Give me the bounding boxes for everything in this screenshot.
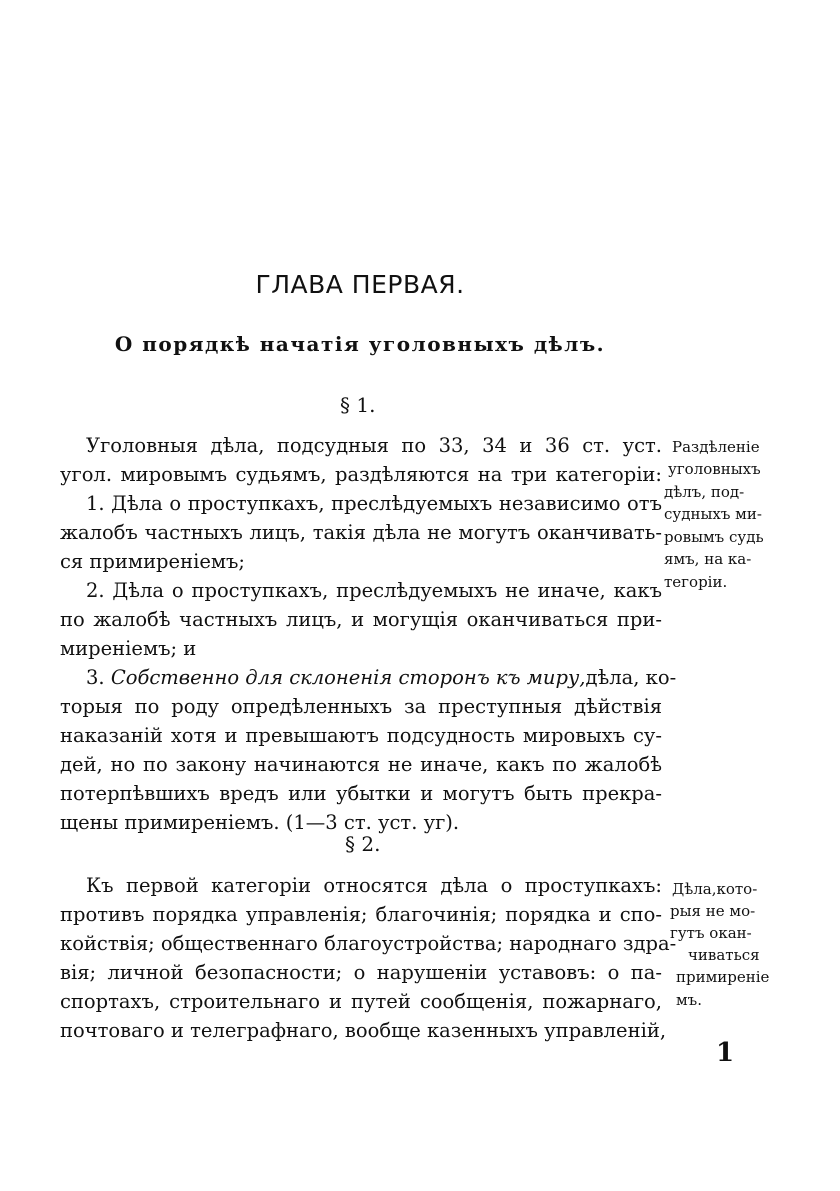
s2-margin-2: рыя не мо- — [670, 902, 756, 920]
s1-line-8: миреніемъ; и — [60, 637, 197, 660]
s2-margin-4: чиваться — [688, 946, 760, 964]
s1-margin-7: тегоріи. — [664, 573, 728, 591]
s1-margin-6: ямъ, на ка- — [664, 550, 752, 568]
s1-line-9 — [86, 663, 677, 692]
s2-line-4: вія; личной безопасности; о нарушеніи уставовъ: о па- — [60, 961, 662, 984]
item-3-lead — [86, 663, 585, 692]
s1-line-11: наказаній хотя и превышаютъ подсудность мировыхъ су- — [60, 724, 662, 747]
section-1-heading: § 1. — [340, 393, 376, 417]
s2-line-1: Къ первой категоріи относятся дѣла о проступкахъ: — [86, 874, 662, 897]
s1-margin-5: ровымъ судь — [664, 528, 764, 546]
s1-line-12: дей, но по закону начинаются не иначе, какъ по жалобѣ — [60, 753, 662, 776]
item-3-tail: дѣла, ко- — [585, 666, 677, 689]
s1-margin-1: Раздѣленіе — [672, 438, 760, 456]
s1-line-6: 2. Дѣла о проступкахъ, преслѣдуемыхъ не иначе, какъ — [86, 579, 662, 602]
s1-line-10: торыя по роду опредѣленныхъ за преступныя дѣйствія — [60, 695, 662, 718]
s1-line-7: по жалобѣ частныхъ лицъ, и могущія оканчиваться при- — [60, 608, 662, 631]
s1-margin-2: уголовныхъ — [668, 460, 761, 478]
s2-line-2: противъ порядка управленія; благочинія; порядка и спо- — [60, 903, 662, 926]
s1-line-13: потерпѣвшихъ вредъ или убытки и могутъ быть прекра- — [60, 782, 662, 805]
item-3-number: 3. — [86, 666, 105, 689]
s2-margin-3: гутъ окан- — [670, 924, 752, 942]
s1-line-5: ся примиреніемъ; — [60, 550, 246, 573]
s1-line-4: жалобъ частныхъ лицъ, такія дѣла не могутъ оканчивать- — [60, 521, 662, 544]
s2-line-3: койствія; общественнаго благоустройства; народнаго здра- — [60, 932, 677, 955]
s1-margin-4: судныхъ ми- — [664, 505, 762, 523]
s1-line-1: Уголовныя дѣла, подсудныя по 33, 34 и 36 ст. уст. — [86, 434, 662, 457]
s2-line-5: спортахъ, строительнаго и путей сообщенія, пожарнаго, — [60, 990, 662, 1013]
s2-line-6: почтоваго и телеграфнаго, вообще казенныхъ управленій, — [60, 1019, 667, 1042]
s1-line-2: угол. мировымъ судьямъ, раздѣляются на три категоріи: — [60, 463, 662, 486]
item-3-italic-phrase: Собственно для склоненія сторонъ къ миру, — [110, 666, 586, 689]
chapter-title: ГЛАВА ПЕРВАЯ. — [255, 270, 465, 299]
s2-margin-5: примиреніемъ. — [676, 968, 770, 1009]
chapter-subtitle: О порядкѣ начатія уголовныхъ дѣлъ. — [114, 332, 606, 356]
s1-line-14: щены примиреніемъ. (1—3 ст. уст. уг). — [60, 811, 460, 834]
s1-margin-3: дѣлъ, под- — [664, 483, 745, 501]
page-number: 1 — [716, 1038, 735, 1068]
section-2-heading: § 2. — [345, 832, 381, 856]
s2-margin-1: Дѣла,кото- — [672, 880, 758, 898]
s1-line-3: 1. Дѣла о проступкахъ, преслѣдуемыхъ независимо отъ — [86, 492, 662, 515]
